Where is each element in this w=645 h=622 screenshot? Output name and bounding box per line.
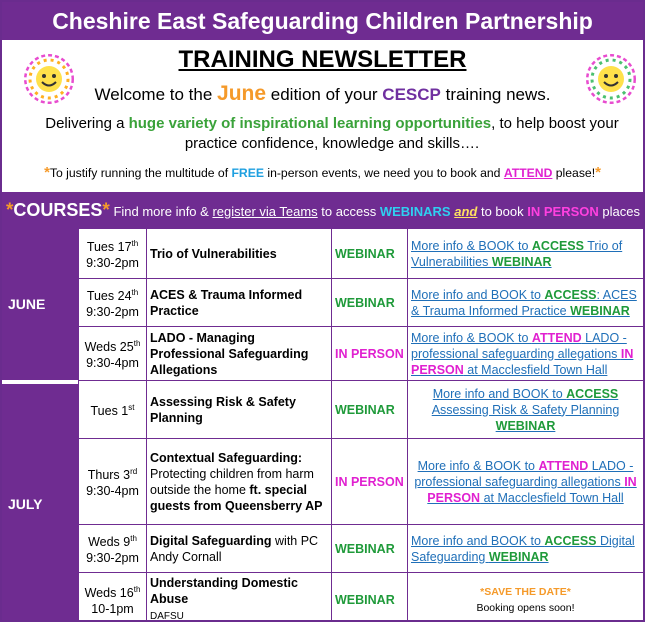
justify-line — [2, 164, 643, 181]
star-icon: * — [595, 164, 601, 181]
booking-link[interactable]: More info & BOOK to ATTEND LADO - professional safeguarding allegations IN PERSON at Macclesfield Town Hall — [408, 327, 644, 381]
newsletter-title: TRAINING NEWSLETTER — [178, 46, 467, 73]
course-type: IN PERSON — [332, 327, 408, 381]
courses-webinars: WEBINARS — [379, 204, 451, 219]
justify-free: FREE — [231, 166, 264, 180]
justify-mid: in-person events, we need you to book and — [264, 166, 504, 180]
welcome-post: training news. — [440, 85, 551, 104]
courses-table — [78, 228, 644, 622]
justify-pre: To justify running the multitude of — [49, 166, 232, 180]
deliver-post: , to help boost your practice confidence, knowledge and skills…. — [184, 115, 619, 152]
month-june — [2, 228, 78, 380]
course-title: Understanding Domestic Abuse DAFSU — [147, 573, 332, 622]
course-title: Assessing Risk & Safety Planning — [147, 381, 332, 439]
booking-link[interactable]: More info and BOOK to ACCESS Assessing Risk & Safety Planning WEBINAR — [408, 381, 644, 439]
table-row — [79, 327, 644, 381]
star-icon: * — [44, 164, 50, 181]
course-type: WEBINAR — [332, 573, 408, 622]
booking-link[interactable]: More info & BOOK to ACCESS Trio of Vulnerabilities WEBINAR — [408, 229, 644, 279]
course-date: Thurs 3rd 9:30-4pm — [79, 439, 147, 525]
register-teams-link[interactable]: register via Teams — [212, 204, 318, 219]
course-title: LADO - Managing Professional Safeguarding Allegations — [147, 327, 332, 381]
course-title: Trio of Vulnerabilities — [147, 229, 332, 279]
star-icon: * — [102, 200, 110, 221]
star-icon: * — [6, 200, 14, 221]
courses-in-person: IN PERSON — [527, 204, 599, 219]
month-july — [2, 382, 78, 622]
partnership-banner: Cheshire East Safeguarding Children Partnership — [2, 2, 643, 40]
courses-text-1: Find more info & — [109, 204, 213, 219]
welcome-line — [2, 82, 643, 106]
save-the-date: *SAVE THE DATE* Booking opens soon! — [408, 573, 644, 622]
table-row — [79, 381, 644, 439]
course-date: Weds 9th 9:30-2pm — [79, 525, 147, 573]
justify-attend: ATTEND — [503, 166, 553, 180]
course-date: Tues 17th 9:30-2pm — [79, 229, 147, 279]
welcome-month: June — [217, 82, 267, 105]
courses-text-3: to access — [317, 204, 380, 219]
courses-bar — [2, 192, 643, 228]
month-july-label: JULY — [8, 496, 43, 512]
course-type: WEBINAR — [332, 229, 408, 279]
welcome-pre: Welcome to the — [94, 85, 218, 104]
table-row — [79, 229, 644, 279]
course-date: Tues 24th 9:30-2pm — [79, 279, 147, 327]
course-title: Contextual Safeguarding: Protecting children from harm outside the home ft. special guests from Queensberry AP — [147, 439, 332, 525]
course-type: WEBINAR — [332, 525, 408, 573]
welcome-org: CESCP — [382, 85, 441, 104]
welcome-mid: edition of your — [266, 85, 383, 104]
courses-and: and — [454, 204, 478, 219]
booking-link[interactable]: More info and BOOK to ACCESS Digital Safeguarding WEBINAR — [408, 525, 644, 573]
course-type: IN PERSON — [332, 439, 408, 525]
deliver-pre: Delivering a — [45, 115, 129, 132]
table-row — [79, 439, 644, 525]
course-date: Tues 1st — [79, 381, 147, 439]
month-june-label: JUNE — [8, 296, 46, 312]
table-row — [79, 573, 644, 622]
table-row — [79, 525, 644, 573]
deliver-line — [32, 114, 632, 154]
course-title: ACES & Trauma Informed Practice — [147, 279, 332, 327]
courses-text-5: places — [598, 204, 640, 219]
course-date: Weds 25th 9:30-4pm — [79, 327, 147, 381]
course-date: Weds 16th 10-1pm — [79, 573, 147, 622]
course-type: WEBINAR — [332, 381, 408, 439]
deliver-highlight: huge variety of inspirational learning opportunities — [128, 115, 492, 132]
courses-text-4: to book — [477, 204, 528, 219]
course-title: Digital Safeguarding with PC Andy Cornall — [147, 525, 332, 573]
booking-link[interactable]: More info & BOOK to ATTEND LADO - professional safeguarding allegations IN PERSON at Macclesfield Town Hall — [408, 439, 644, 525]
course-type: WEBINAR — [332, 279, 408, 327]
courses-heading: COURSES — [13, 200, 103, 220]
justify-post: please! — [552, 166, 596, 180]
booking-link[interactable]: More info and BOOK to ACCESS: ACES & Trauma Informed Practice WEBINAR — [408, 279, 644, 327]
table-row — [79, 279, 644, 327]
